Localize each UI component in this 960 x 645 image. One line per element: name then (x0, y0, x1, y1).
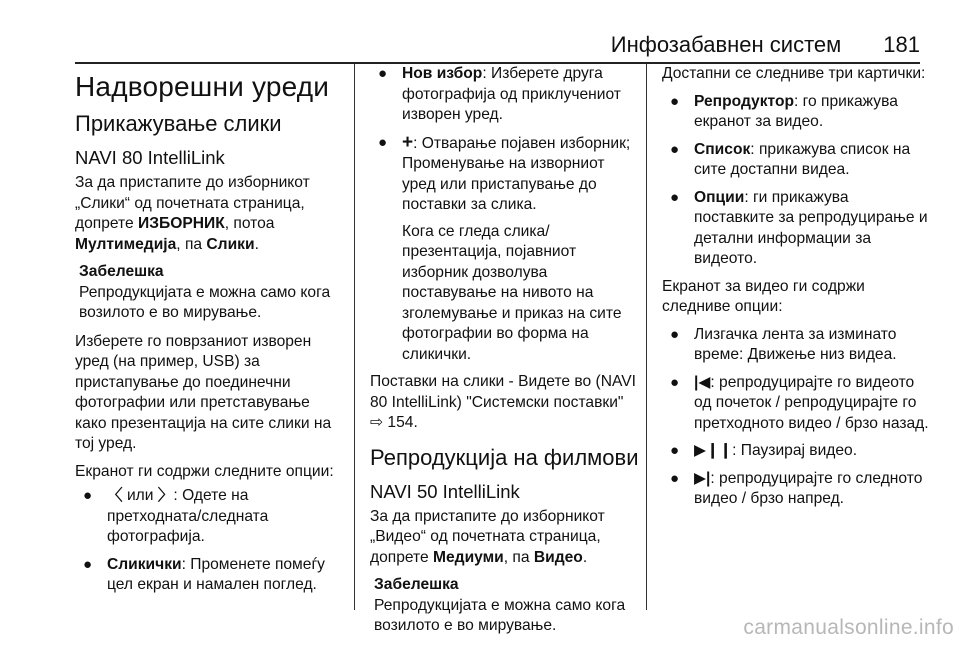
list-item: ● |◀: репродуцирајте го видеото од почеток / репродуцирајте го претходното видео / брзо назад. (670, 373, 929, 432)
note-heading: Забелешка (79, 263, 164, 280)
page-reference-icon: ⇨ (370, 414, 384, 431)
skip-forward-icon: ▶| (694, 469, 711, 487)
list-item: ● Сликички: Променете помеѓу цел екран и намален поглед. (83, 555, 325, 593)
tabs-list (662, 92, 932, 270)
list-item: ● ▶❙❙: Паузирај видео. (662, 441, 932, 462)
skip-back-icon: |◀ (694, 373, 711, 391)
bullet-icon: ● (378, 133, 388, 151)
note-text: Репродукцијата е можна само кога возилото е во мирување. (79, 283, 331, 321)
bullet-icon: ● (378, 65, 388, 82)
play-pause-icon: ▶❙❙ (694, 442, 733, 459)
bullet-icon: ● (670, 442, 680, 459)
video-options-list (662, 325, 932, 510)
list-item: ● +: Отварање појавен изборник; Променување на изворниот уред или пристапување до поставки за слика. (378, 131, 631, 213)
system-heading: NAVI 80 IntelliLink (75, 147, 225, 168)
note-block-video (374, 575, 640, 637)
chevron-right-icon: 〉 (157, 487, 174, 504)
page-number: 181 (883, 32, 920, 57)
paragraph-source: Изберете го поврзаниот изворен уред (на пример, USB) за пристапување до поединечни фотографии или претставување како презентација на сите слики на тој уред. (75, 332, 332, 452)
watermark: carmanualsonline.info (743, 616, 954, 639)
options-list-continued (370, 64, 640, 216)
column-divider-2 (646, 64, 647, 610)
list-item: ● Репродуктор: го прикажува екранот за видео. (670, 92, 898, 130)
bullet-icon: ● (670, 188, 680, 206)
bullet-icon: ● (670, 325, 680, 343)
plus-icon: + (402, 131, 414, 153)
paragraph-options: Екранот ги содржи следните опции: (75, 462, 334, 480)
list-item: ● Список: прикажува список на сите достапни видеа. (670, 140, 911, 178)
list-item: ● Опции: ги прикажува поставките за репродуцирање и детални информации за видеото. (670, 188, 928, 267)
section-heading: Надворешни уреди (75, 71, 330, 102)
list-item: ● 〈 или 〉: Одете на претходната/следната фотографија. (83, 487, 269, 545)
bullet-icon: ● (83, 487, 93, 504)
chevron-left-icon: 〈 (107, 487, 123, 504)
options-list (75, 486, 345, 596)
column-divider-1 (354, 64, 355, 610)
list-item: ● Лизгачка лента за изминато време: Движење низ видеа. (670, 325, 897, 363)
bullet-icon: ● (670, 140, 680, 158)
subsection-heading-video: Репродукција на филмови (370, 444, 639, 470)
chapter-title: Инфозабавнен систем (610, 32, 842, 57)
bullet-icon: ● (670, 92, 680, 110)
paragraph-tabs: Достапни се следниве три картички: (662, 65, 926, 82)
note-text: Репродукцијата е можна само кога возилото е во мирување. (374, 596, 626, 634)
bullet-icon: ● (83, 555, 93, 573)
column-2 (370, 64, 640, 645)
bullet-icon: ● (670, 373, 680, 391)
page-header (75, 0, 920, 62)
system-heading-video: NAVI 50 IntelliLink (370, 480, 520, 502)
note-block (79, 262, 345, 324)
column-3 (662, 64, 932, 517)
subsection-heading: Прикажување слики (75, 111, 282, 136)
list-item: ● Нов избор: Изберете друга фотографија од приклучениот изворен уред. (378, 65, 621, 123)
popup-menu-description: Кога се гледа слика/презентација, појавниот изборник дозволува поставување на нивото на зголемување и приказ на сите фотографии во форма на сликички. (402, 222, 622, 363)
intro-paragraph-video: За да пристапите до изборникот „Видео“ од почетната страница, допрете Медиуми, па Видео. (370, 507, 605, 566)
bullet-icon: ● (670, 469, 680, 487)
paragraph-settings: Поставки на слики - Видете во (NAVI 80 IntelliLink) "Системски поставки" ⇨ 154. (370, 373, 636, 431)
column-1 (75, 64, 345, 603)
paragraph-video-options: Екранот за видео ги содржи следниве опции: (662, 277, 865, 315)
note-heading: Забелешка (374, 576, 459, 593)
intro-paragraph: За да пристапите до изборникот „Слики“ од почетната страница, допрете ИЗБОРНИК, потоа Мултимедија, па Слики. (75, 174, 310, 253)
list-item: ● ▶|: репродуцирајте го следното видео / брзо напред. (670, 469, 923, 507)
